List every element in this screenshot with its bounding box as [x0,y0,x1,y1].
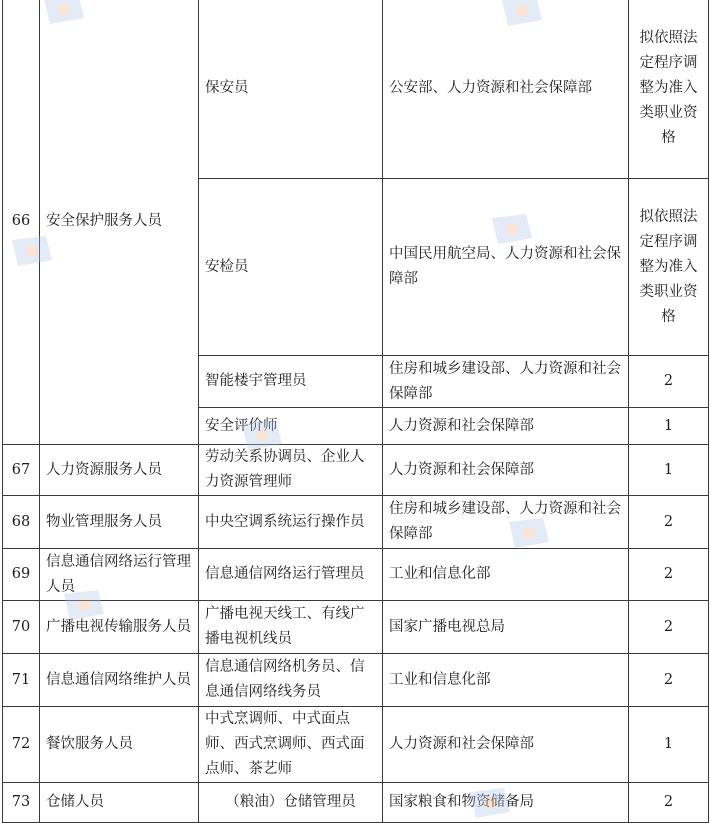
department-cell: 工业和信息化部 [383,549,629,601]
table-row [3,654,709,707]
table-row [3,601,709,654]
department-cell: 人力资源和社会保障部 [383,445,629,496]
level-cell: 2 [629,654,709,707]
category-cell: 信息通信网络运行管理人员 [40,549,199,601]
table-row [3,496,709,549]
table-row [3,783,709,823]
level-cell: 拟依照法定程序调整为准入类职业资格 [629,0,709,179]
table-row [3,549,709,601]
department-cell: 人力资源和社会保障部 [383,408,629,445]
row-number: 68 [3,496,40,549]
department-cell: 公安部、人力资源和社会保障部 [383,0,629,179]
department-cell: 国家粮食和物资储备局 [383,783,629,823]
department-cell: 国家广播电视总局 [383,601,629,654]
watermark-logo-icon [466,788,512,818]
occupation-cell: （粮油）仓储管理员 [199,783,383,823]
category-cell: 人力资源服务人员 [40,445,199,496]
category-cell: 广播电视传输服务人员 [40,601,199,654]
row-number: 72 [3,707,40,783]
level-cell: 2 [629,356,709,408]
table-row [3,707,709,783]
table-row [3,445,709,496]
occupation-cell: 安检员 [199,179,383,356]
category-cell: 仓储人员 [40,783,199,823]
department-cell: 人力资源和社会保障部 [383,707,629,783]
occupation-cell: 中式烹调师、中式面点师、西式烹调师、西式面点师、茶艺师 [199,707,383,783]
watermark-logo-icon [238,420,284,450]
level-cell: 1 [629,445,709,496]
row-number: 73 [3,783,40,823]
row-number: 70 [3,601,40,654]
occupation-cell: 安全评价师 [199,408,383,445]
level-cell: 2 [629,549,709,601]
level-cell: 2 [629,496,709,549]
occupation-cell: 中央空调系统运行操作员 [199,496,383,549]
department-cell: 中国民用航空局、人力资源和社会保障部 [383,179,629,356]
department-cell: 住房和城乡建设部、人力资源和社会保障部 [383,496,629,549]
row-number: 71 [3,654,40,707]
watermark-logo-icon [488,214,534,244]
occupation-cell: 保安员 [199,0,383,179]
row-number: 67 [3,445,40,496]
occupation-cell: 信息通信网络运行管理员 [199,549,383,601]
watermark-logo-icon [498,0,544,26]
category-cell: 物业管理服务人员 [40,496,199,549]
row-number: 66 [3,0,40,445]
table-row [3,0,709,179]
category-cell: 安全保护服务人员 [40,0,199,445]
watermark-logo-icon [8,236,54,266]
level-cell: 1 [629,408,709,445]
watermark-logo-icon [40,0,86,24]
level-cell: 拟依照法定程序调整为准入类职业资格 [629,179,709,356]
occupation-cell: 广播电视天线工、有线广播电视机线员 [199,601,383,654]
row-number: 69 [3,549,40,601]
category-cell: 餐饮服务人员 [40,707,199,783]
occupation-cell: 智能楼宇管理员 [199,356,383,408]
watermark-logo-icon [60,590,106,620]
department-cell: 住房和城乡建设部、人力资源和社会保障部 [383,356,629,408]
department-cell: 工业和信息化部 [383,654,629,707]
level-cell: 1 [629,707,709,783]
occupation-table [2,0,709,823]
level-cell: 2 [629,783,709,823]
level-cell: 2 [629,601,709,654]
category-cell: 信息通信网络维护人员 [40,654,199,707]
occupation-cell: 信息通信网络机务员、信息通信网络线务员 [199,654,383,707]
occupation-cell: 劳动关系协调员、企业人力资源管理师 [199,445,383,496]
watermark-logo-icon [505,518,551,548]
